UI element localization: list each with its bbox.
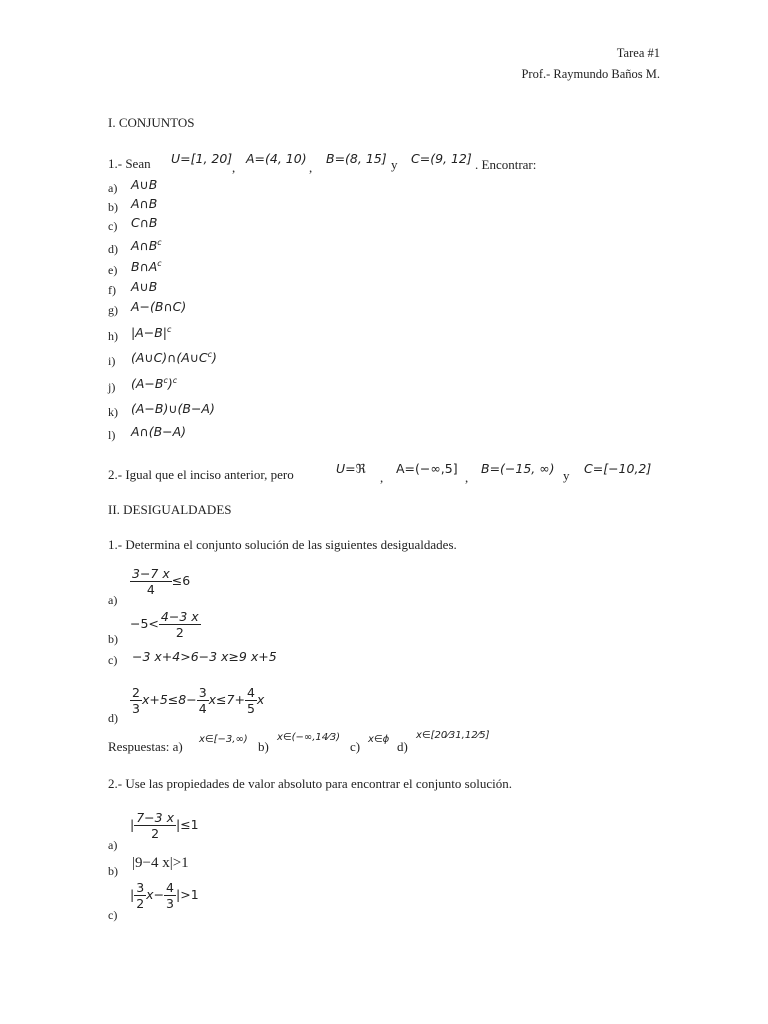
inequality-d [130,685,264,716]
denominator: 3 [132,701,140,716]
item-label: g) [108,303,118,317]
set-expression [131,238,162,253]
answer-c: x∈ϕ [368,734,390,745]
item-label: l) [108,428,116,442]
section-title-conjuntos: I. CONJUNTOS [108,115,195,130]
set-expression [131,401,215,416]
closing-paren: ) [212,350,217,366]
denominator: 2 [151,826,160,841]
expression-body: (A−B [131,376,164,392]
denominator: 4 [198,701,207,716]
expression-body: A∩B [131,196,158,211]
header-professor: Prof.- Raymundo Baños M. [521,67,660,81]
set-expression [131,215,157,230]
section-title-desigualdades: II. DESIGUALDADES [108,502,232,517]
inequality-rest: >1 [180,887,199,902]
denominator: 5 [246,701,255,716]
item-label: b) [108,864,118,878]
item-label: c) [108,219,118,233]
numerator: 4 [166,880,174,895]
item-label: a) [108,593,118,607]
set-expression [131,325,171,340]
expression-body: A∪B [131,279,158,294]
numerator: 3−7 x [132,566,170,581]
answer-label-d: d) [397,739,408,754]
expression-body: A−(B∩C) [131,299,187,314]
answer-label-b: b) [258,739,269,754]
complement-superscript: c [157,259,162,268]
item-label: k) [108,405,118,419]
item-label: j) [108,380,116,394]
set-expression [131,177,157,192]
set-a: A=(4, 10) [246,151,307,166]
numerator: 4−3 x [160,609,199,624]
inequality-rest: ≤1 [180,817,199,832]
complement-superscript: c [207,350,213,359]
separator: , [465,470,469,485]
answer-b: x∈(−∞,14⁄3) [277,732,341,743]
inequality-a [130,566,190,597]
item-label: f) [108,283,116,297]
conjunction-y: y [563,468,570,483]
set-b: B=(8, 15] [326,151,387,166]
inequality-prefix: −5< [130,616,159,631]
denominator: 4 [146,582,155,597]
complement-superscript: c [163,376,168,385]
expression-body: A∪B [131,177,158,192]
separator: , [232,160,236,175]
answer-a: x∈[−3,∞) [199,734,248,745]
ineq-problem-1-intro: 1.- Determina el conjunto solución de las siguientes desigualdades. [108,537,457,552]
problem-2-intro: 2.- Igual que el inciso anterior, pero [108,467,294,482]
answer-label-c: c) [350,739,361,754]
abs-inequality-c: | $\frac{3}{2}$ x− $\frac{4}{3}$ |>1 [130,880,199,911]
item-label: e) [108,263,118,277]
expression-body: (A∪C)∩(A∪C [131,350,208,366]
item-label: h) [108,329,118,343]
set-c-2: C=[−10,2] [584,461,652,476]
header-title: Tarea #1 [616,46,660,60]
ineq-problem-2-intro: 2.- Use las propiedades de valor absoluto para encontrar el conjunto solución. [108,776,512,791]
expression-body: (A−B)∪(B−A) [131,401,215,416]
inequality-part: x≤7+ [208,692,245,707]
closing-paren: ) [167,376,173,392]
complement-superscript: c [167,325,172,334]
conjunction-y: y [391,157,398,172]
answer-d: x∈[20⁄31,12⁄5] [416,730,490,741]
denominator: 2 [175,625,184,640]
numerator: 3 [198,685,207,700]
numerator: 2 [132,685,140,700]
set-expression [131,279,157,294]
numerator: 4 [246,685,255,700]
problem-1-intro: 1.- Sean [108,156,151,171]
set-expression [131,376,177,391]
abs-inequality-b: |9−4 x|>1 [132,855,189,871]
expression-body: C∩B [131,215,158,230]
item-label: a) [108,838,118,852]
item-label: d) [108,711,118,725]
complement-superscript: c [172,376,178,385]
item-label: c) [108,908,118,922]
inequality-c: −3 x+4>6−3 x≥9 x+5 [132,649,277,664]
item-label: d) [108,242,118,256]
denominator: 2 [136,896,145,911]
set-expression [131,350,217,365]
set-c: C=(9, 12] [411,151,472,166]
item-label: b) [108,200,118,214]
set-expression [131,424,186,439]
set-expression [131,196,157,211]
separator: , [380,470,384,485]
set-expression [131,259,162,274]
inequality-part: x [256,692,265,707]
inequality-part: x+5≤8− [141,692,197,707]
set-u: U=[1, 20] [171,151,233,166]
item-label: a) [108,181,118,195]
expression-body: B∩A [131,259,158,275]
inequality-rest: ≤6 [171,573,191,588]
item-label: b) [108,632,118,646]
complement-superscript: c [157,238,162,247]
set-a-2: A=(−∞,5] [396,461,458,476]
answers-label: Respuestas: a) [108,739,183,754]
set-u-2: U=ℜ [336,461,366,476]
inequality-b [130,609,201,640]
denominator: 3 [166,896,174,911]
expression-body: A∩(B−A) [131,424,187,439]
inequality-part: x− [146,887,165,902]
set-expression [131,299,186,314]
numerator: 7−3 x [136,810,174,825]
expression-body: A∩B [131,238,158,254]
expression-body: |A−B| [131,325,168,341]
problem-1-end: . Encontrar: [475,157,537,172]
set-b-2: B=(−15, ∞) [481,461,555,476]
numerator: 3 [136,880,145,895]
item-label: i) [108,354,116,368]
separator: , [309,160,313,175]
item-label: c) [108,653,118,667]
abs-inequality-a: | $\frac{7-3 x}{2}$ |≤1 [130,810,199,841]
